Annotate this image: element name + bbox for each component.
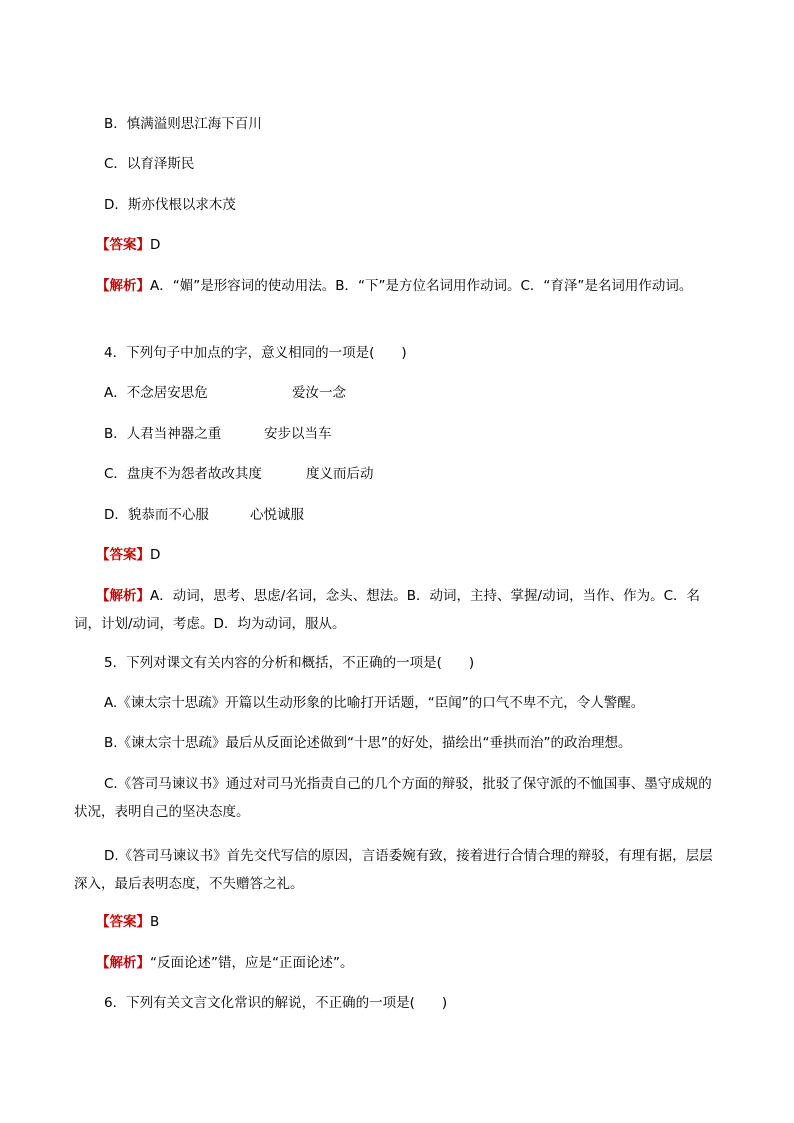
analysis-label: 【解析】	[96, 955, 150, 971]
q4-option-a-right: 爱汝一念	[292, 385, 346, 401]
q4-option-b-left: B．人君当神器之重	[104, 426, 222, 442]
answer-label: 【答案】	[96, 914, 150, 930]
q4-option-d-left: D．貌恭而不心服	[104, 507, 209, 523]
q4-option-a-left: A．不念居安思危	[104, 385, 208, 401]
analysis-label: 【解析】	[96, 278, 150, 294]
q3-answer	[96, 236, 160, 254]
q4-option-d-right: 心悦诚服	[250, 507, 304, 523]
q4-option-a	[104, 384, 346, 402]
q4-analysis	[74, 582, 724, 638]
q4-option-b	[104, 425, 332, 443]
q5-option-d: D.《答司马谏议书》首先交代写信的原因，言语委婉有致，接着进行合情合理的辩驳，有理有据，层层深入，最后表明态度，不失赠答之礼。	[74, 848, 713, 892]
q4-option-c	[104, 465, 374, 483]
analysis-text: A．动词，思考、思虑/名词，念头、想法。B．动词，主持、掌握/动词，当作、作为。C．名词，计划/动词，考虑。D．均为动词，服从。	[74, 588, 701, 632]
answer-value: D	[150, 547, 161, 563]
q3-option-c: C．以育泽斯民	[104, 156, 195, 172]
answer-value: B	[150, 914, 160, 930]
q3-option-b: B．慎满溢则思江海下百川	[104, 116, 262, 132]
q5-analysis	[96, 954, 353, 972]
q3-option-d: D．斯亦伐根以求木茂	[104, 197, 236, 213]
q4-option-b-right: 安步以当车	[264, 426, 332, 442]
q5-option-b: B.《谏太宗十思疏》最后从反面论述做到“十思”的好处，描绘出“垂拱而治”的政治理想。	[104, 735, 632, 751]
q4-option-c-right: 度义而后动	[306, 466, 374, 482]
q3-analysis	[74, 272, 724, 300]
q5-stem: 5．下列对课文有关内容的分析和概括，不正确的一项是( )	[104, 655, 475, 671]
q6-stem: 6．下列有关文言文化常识的解说，不正确的一项是( )	[104, 995, 448, 1011]
q5-option-c: C.《答司马谏议书》通过对司马光指责自己的几个方面的辩驳，批驳了保守派的不恤国事、墨守成规的状况，表明自己的坚决态度。	[74, 776, 712, 820]
q4-answer	[96, 546, 160, 564]
q4-option-c-left: C．盘庚不为怨者故改其度	[104, 466, 262, 482]
q5-option-a: A.《谏太宗十思疏》开篇以生动形象的比喻打开话题，“臣闻”的口气不卑不亢，令人警醒。	[104, 695, 645, 711]
analysis-text: “反面论述”错，应是“正面论述”。	[150, 955, 354, 971]
analysis-label: 【解析】	[96, 588, 150, 604]
analysis-text: A．“媚”是形容词的使动用法。B．“下”是方位名词用作动词。C．“育泽”是名词用作动词。	[150, 278, 693, 294]
q4-stem: 4．下列句子中加点的字，意义相同的一项是( )	[104, 345, 407, 361]
answer-label: 【答案】	[96, 237, 150, 253]
answer-label: 【答案】	[96, 547, 150, 563]
answer-value: D	[150, 237, 161, 253]
q5-answer	[96, 913, 159, 931]
q4-option-d	[104, 506, 304, 524]
